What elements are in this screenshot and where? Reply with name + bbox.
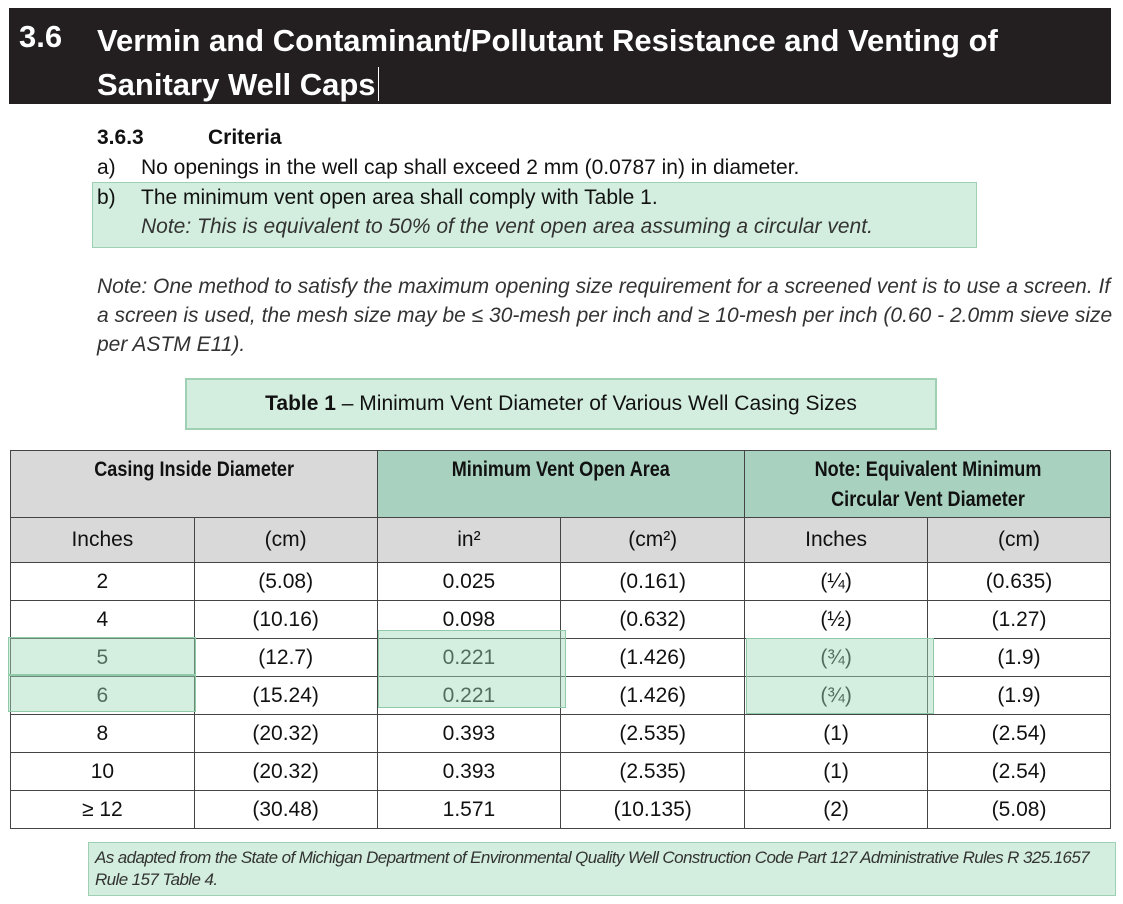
group-header-vent-diameter: Note: Equivalent Minimum Circular Vent Diameter [745, 451, 1111, 518]
table-caption-label: Table 1 [265, 392, 336, 415]
table-row [11, 791, 1111, 829]
criteria-label: Criteria [208, 126, 282, 149]
table-cell: (1) [745, 715, 928, 753]
table-cell: (20.32) [194, 715, 377, 753]
table-cell: 6 [11, 677, 195, 715]
text-cursor [378, 67, 379, 101]
table-caption [185, 378, 937, 430]
table-footnote: As adapted from the State of Michigan Department of Environmental Quality Well Construction Code Part 127 Administrative Rules R 325.1657 Rule 157 Table 4. [88, 842, 1116, 896]
sub-header-cell: (cm) [194, 518, 377, 563]
table-caption-text: – Minimum Vent Diameter of Various Well Casing Sizes [335, 392, 857, 415]
sub-header-cell: (cm) [928, 518, 1111, 563]
table-cell: (15.24) [194, 677, 377, 715]
sub-header-cell: Inches [11, 518, 195, 563]
table-cell: (12.7) [194, 639, 377, 677]
table-row [11, 563, 1111, 601]
table-cell: 4 [11, 601, 195, 639]
table-cell: (¾) [745, 677, 928, 715]
table-cell: (1.9) [928, 677, 1111, 715]
table-cell: 0.098 [377, 601, 561, 639]
table-cell: (30.48) [194, 791, 377, 829]
screen-note: Note: One method to satisfy the maximum opening size requirement for a screened vent is to use a screen. If a screen is used, the mesh size may be ≤ 30-mesh per inch and ≥ 10-mesh per inch (0.60 - 2.0mm sieve size per ASTM E11). [97, 275, 1113, 356]
table-cell: (0.635) [928, 563, 1111, 601]
section-title[interactable]: Vermin and Contaminant/Pollutant Resistance and Venting of Sanitary Well Caps [97, 23, 998, 102]
table-cell: (10.135) [561, 791, 745, 829]
table-cell: (2) [745, 791, 928, 829]
table-cell: 8 [11, 715, 195, 753]
item-b-text: The minimum vent open area shall comply with Table 1. [141, 186, 658, 209]
table-cell: ≥ 12 [11, 791, 195, 829]
table-row [11, 715, 1111, 753]
table-cell: (½) [745, 601, 928, 639]
table-cell: (2.54) [928, 753, 1111, 791]
table-cell: 2 [11, 563, 195, 601]
table-cell: (¾) [745, 639, 928, 677]
table-cell: (5.08) [194, 563, 377, 601]
sub-header-cell: Inches [745, 518, 928, 563]
table-cell: 0.393 [377, 715, 561, 753]
table-cell: 0.221 [377, 677, 561, 715]
table-cell: (1) [745, 753, 928, 791]
table-cell: (1.9) [928, 639, 1111, 677]
highlight-inches-6 [8, 675, 196, 712]
item-b-marker: b) [97, 186, 116, 209]
sub-header-cell: in² [377, 518, 561, 563]
highlight-vent-diameter [746, 638, 934, 714]
table-cell: 0.221 [377, 639, 561, 677]
table-cell: 10 [11, 753, 195, 791]
item-a-text: No openings in the well cap shall exceed 2 mm (0.0787 in) in diameter. [141, 156, 800, 179]
table-cell: (0.632) [561, 601, 745, 639]
table-cell: (1.27) [928, 601, 1111, 639]
highlight-vent-area [378, 630, 566, 708]
group-header-casing: Casing Inside Diameter [11, 451, 378, 518]
group-header-vent-area: Minimum Vent Open Area [377, 451, 745, 518]
table-cell: (¼) [745, 563, 928, 601]
sub-header-row [11, 518, 1111, 563]
section-banner [9, 8, 1111, 104]
table-cell: 5 [11, 639, 195, 677]
table-cell: 0.025 [377, 563, 561, 601]
section-number: 3.6 [19, 19, 63, 54]
table-cell: (1.426) [561, 639, 745, 677]
criteria-number: 3.6.3 [97, 126, 144, 149]
table-cell: (20.32) [194, 753, 377, 791]
table-cell: 0.393 [377, 753, 561, 791]
sub-header-cell: (cm²) [561, 518, 745, 563]
table-cell: (10.16) [194, 601, 377, 639]
table-cell: (2.535) [561, 715, 745, 753]
table-cell: 1.571 [377, 791, 561, 829]
table-cell: (0.161) [561, 563, 745, 601]
table-cell: (1.426) [561, 677, 745, 715]
highlight-inches-5 [8, 637, 196, 675]
item-b-note: Note: This is equivalent to 50% of the vent open area assuming a circular vent. [141, 215, 873, 238]
item-a-marker: a) [97, 156, 116, 179]
table-cell: (2.54) [928, 715, 1111, 753]
table-cell: (2.535) [561, 753, 745, 791]
table-row [11, 753, 1111, 791]
table-cell: (5.08) [928, 791, 1111, 829]
